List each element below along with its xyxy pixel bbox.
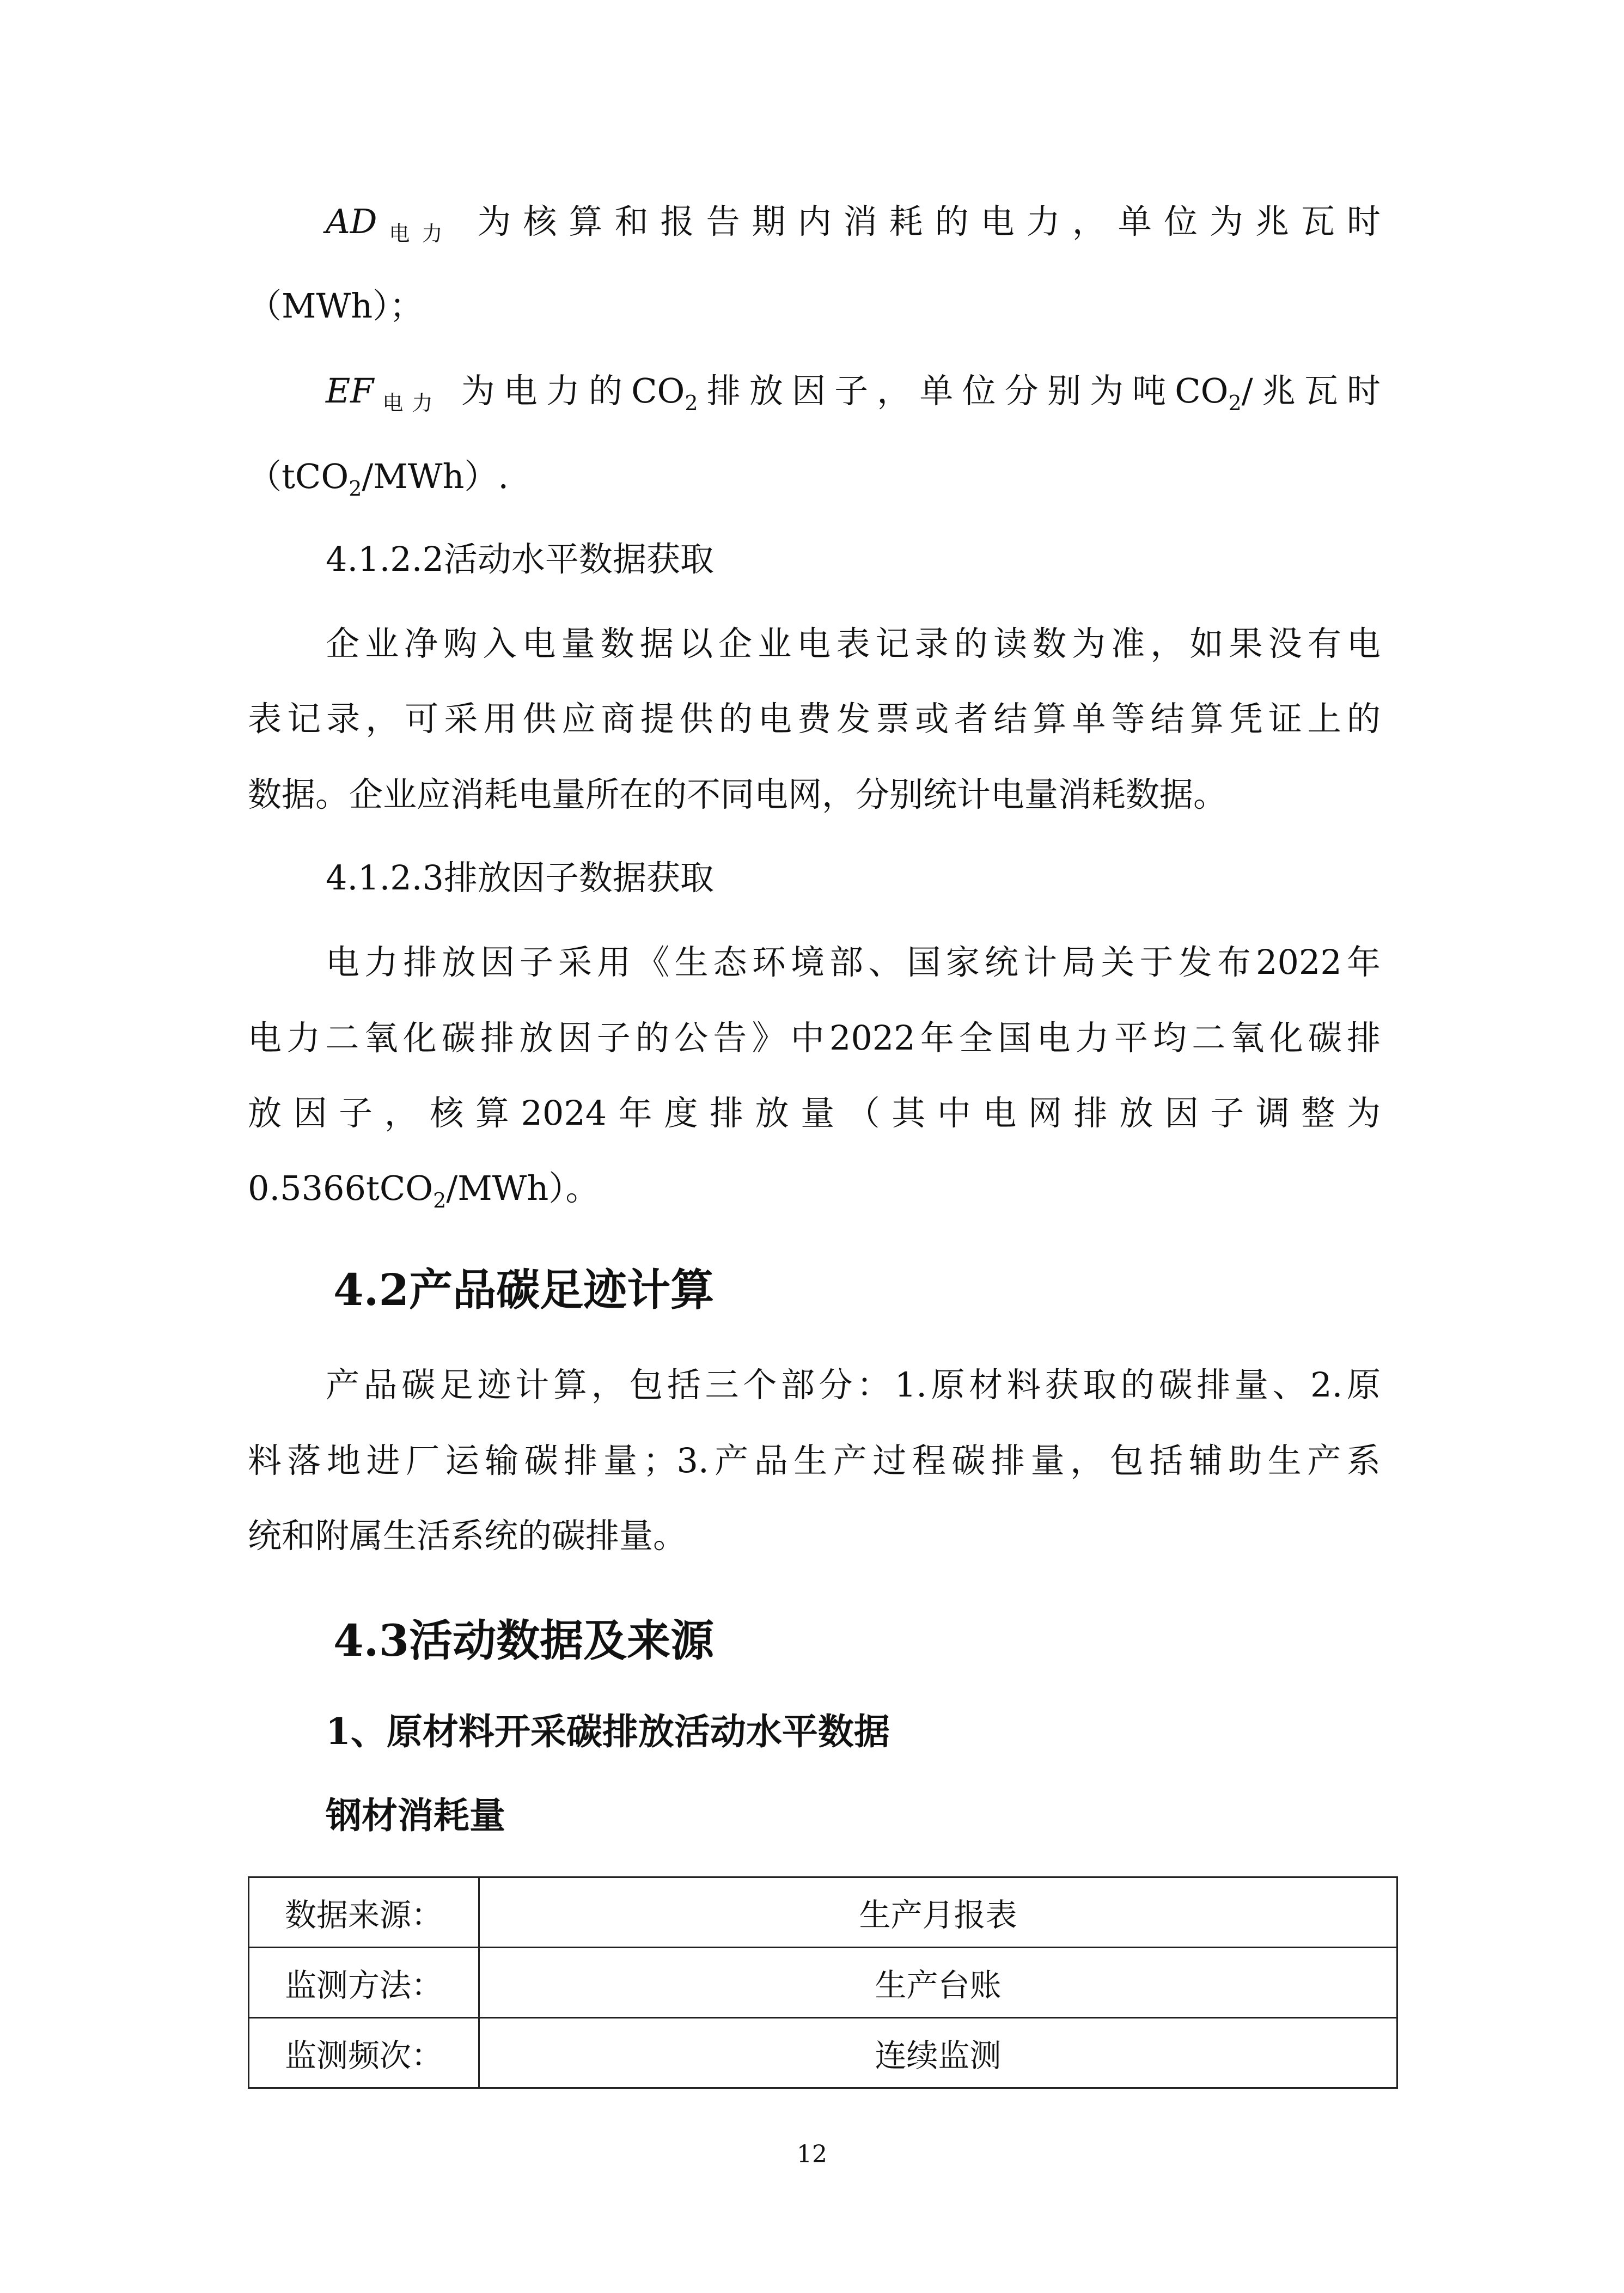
- s4123-line-2: 电力二氧化碳排放因子的公告》中2022年全国电力平均二氧化碳排: [248, 1018, 1381, 1058]
- ef-unit-b: /MWh）.: [362, 456, 509, 496]
- s42-line-3: 统和附属生活系统的碳排量。: [248, 1516, 687, 1556]
- ef-unit-a: （tCO: [248, 456, 349, 496]
- s4122-line-2: 表记录，可采用供应商提供的电费发票或者结算单等结算凭证上的: [248, 699, 1381, 739]
- ef-symbol: EF: [326, 371, 374, 411]
- section-4122-title: 4.1.2.2活动水平数据获取: [326, 539, 714, 579]
- ef-text-3: /兆瓦时: [1241, 371, 1381, 411]
- ad-symbol: AD: [326, 202, 377, 241]
- s4123-factor-b: /MWh）。: [446, 1168, 600, 1208]
- section-4123-title: 4.1.2.3排放因子数据获取: [326, 858, 714, 898]
- section-42-heading: 4.2产品碳足迹计算: [333, 1264, 715, 1315]
- ad-text: 为核算和报告期内消耗的电力，单位为兆瓦时: [477, 202, 1381, 241]
- s4123-line-4: [248, 1164, 1381, 1225]
- s43-item-1: 1、原材料开采碳排放活动水平数据: [326, 1710, 890, 1753]
- ef-text-2: 排放因子，单位分别为吨CO: [698, 371, 1229, 411]
- s4123-factor-sub: 2: [433, 1188, 447, 1212]
- s4123-factor-a: 0.5366tCO: [248, 1168, 434, 1208]
- ef-definition: [326, 367, 1381, 428]
- ef-subscript: 电力: [374, 391, 442, 415]
- ad-definition: [326, 197, 1381, 258]
- s4123-line-1: 电力排放因子采用《生态环境部、国家统计局关于发布2022年: [326, 942, 1381, 982]
- s4122-line-3: 数据。企业应消耗电量所在的不同电网，分别统计电量消耗数据。: [248, 775, 1228, 814]
- table-row: [249, 1877, 1397, 1948]
- ef-text-1: 为电力的CO: [461, 371, 685, 411]
- section-43-heading: 4.3活动数据及来源: [333, 1615, 715, 1666]
- ad-subscript: 电力: [377, 222, 455, 246]
- ef-co2-sub-1: 2: [685, 391, 698, 415]
- row-label: 数据来源：: [249, 1877, 479, 1948]
- s42-line-2: 料落地进厂运输碳排量；3.产品生产过程碳排量，包括辅助生产系: [248, 1441, 1381, 1480]
- row-label: 监测方法：: [249, 1948, 479, 2018]
- ef-unit: [248, 452, 1381, 513]
- ad-unit: （MWh）；: [248, 286, 424, 326]
- s4123-line-3: 放因子，核算2024年度排放量（其中电网排放因子调整为: [248, 1093, 1381, 1133]
- row-value: 生产月报表: [479, 1877, 1397, 1948]
- row-value: 连续监测: [479, 2018, 1397, 2088]
- s42-line-1: 产品碳足迹计算，包括三个部分：1.原材料获取的碳排量、2.原: [326, 1365, 1381, 1405]
- page-number: 12: [797, 2140, 827, 2168]
- s43-subheading: 钢材消耗量: [326, 1794, 505, 1837]
- table-row: [249, 2018, 1397, 2088]
- steel-consumption-table: [248, 1876, 1398, 2089]
- ef-co2-sub-2: 2: [1228, 391, 1242, 415]
- row-label: 监测频次：: [249, 2018, 479, 2088]
- ef-unit-sub: 2: [349, 477, 362, 501]
- s4122-line-1: 企业净购入电量数据以企业电表记录的读数为准，如果没有电: [326, 624, 1381, 663]
- row-value: 生产台账: [479, 1948, 1397, 2018]
- table-row: [249, 1948, 1397, 2018]
